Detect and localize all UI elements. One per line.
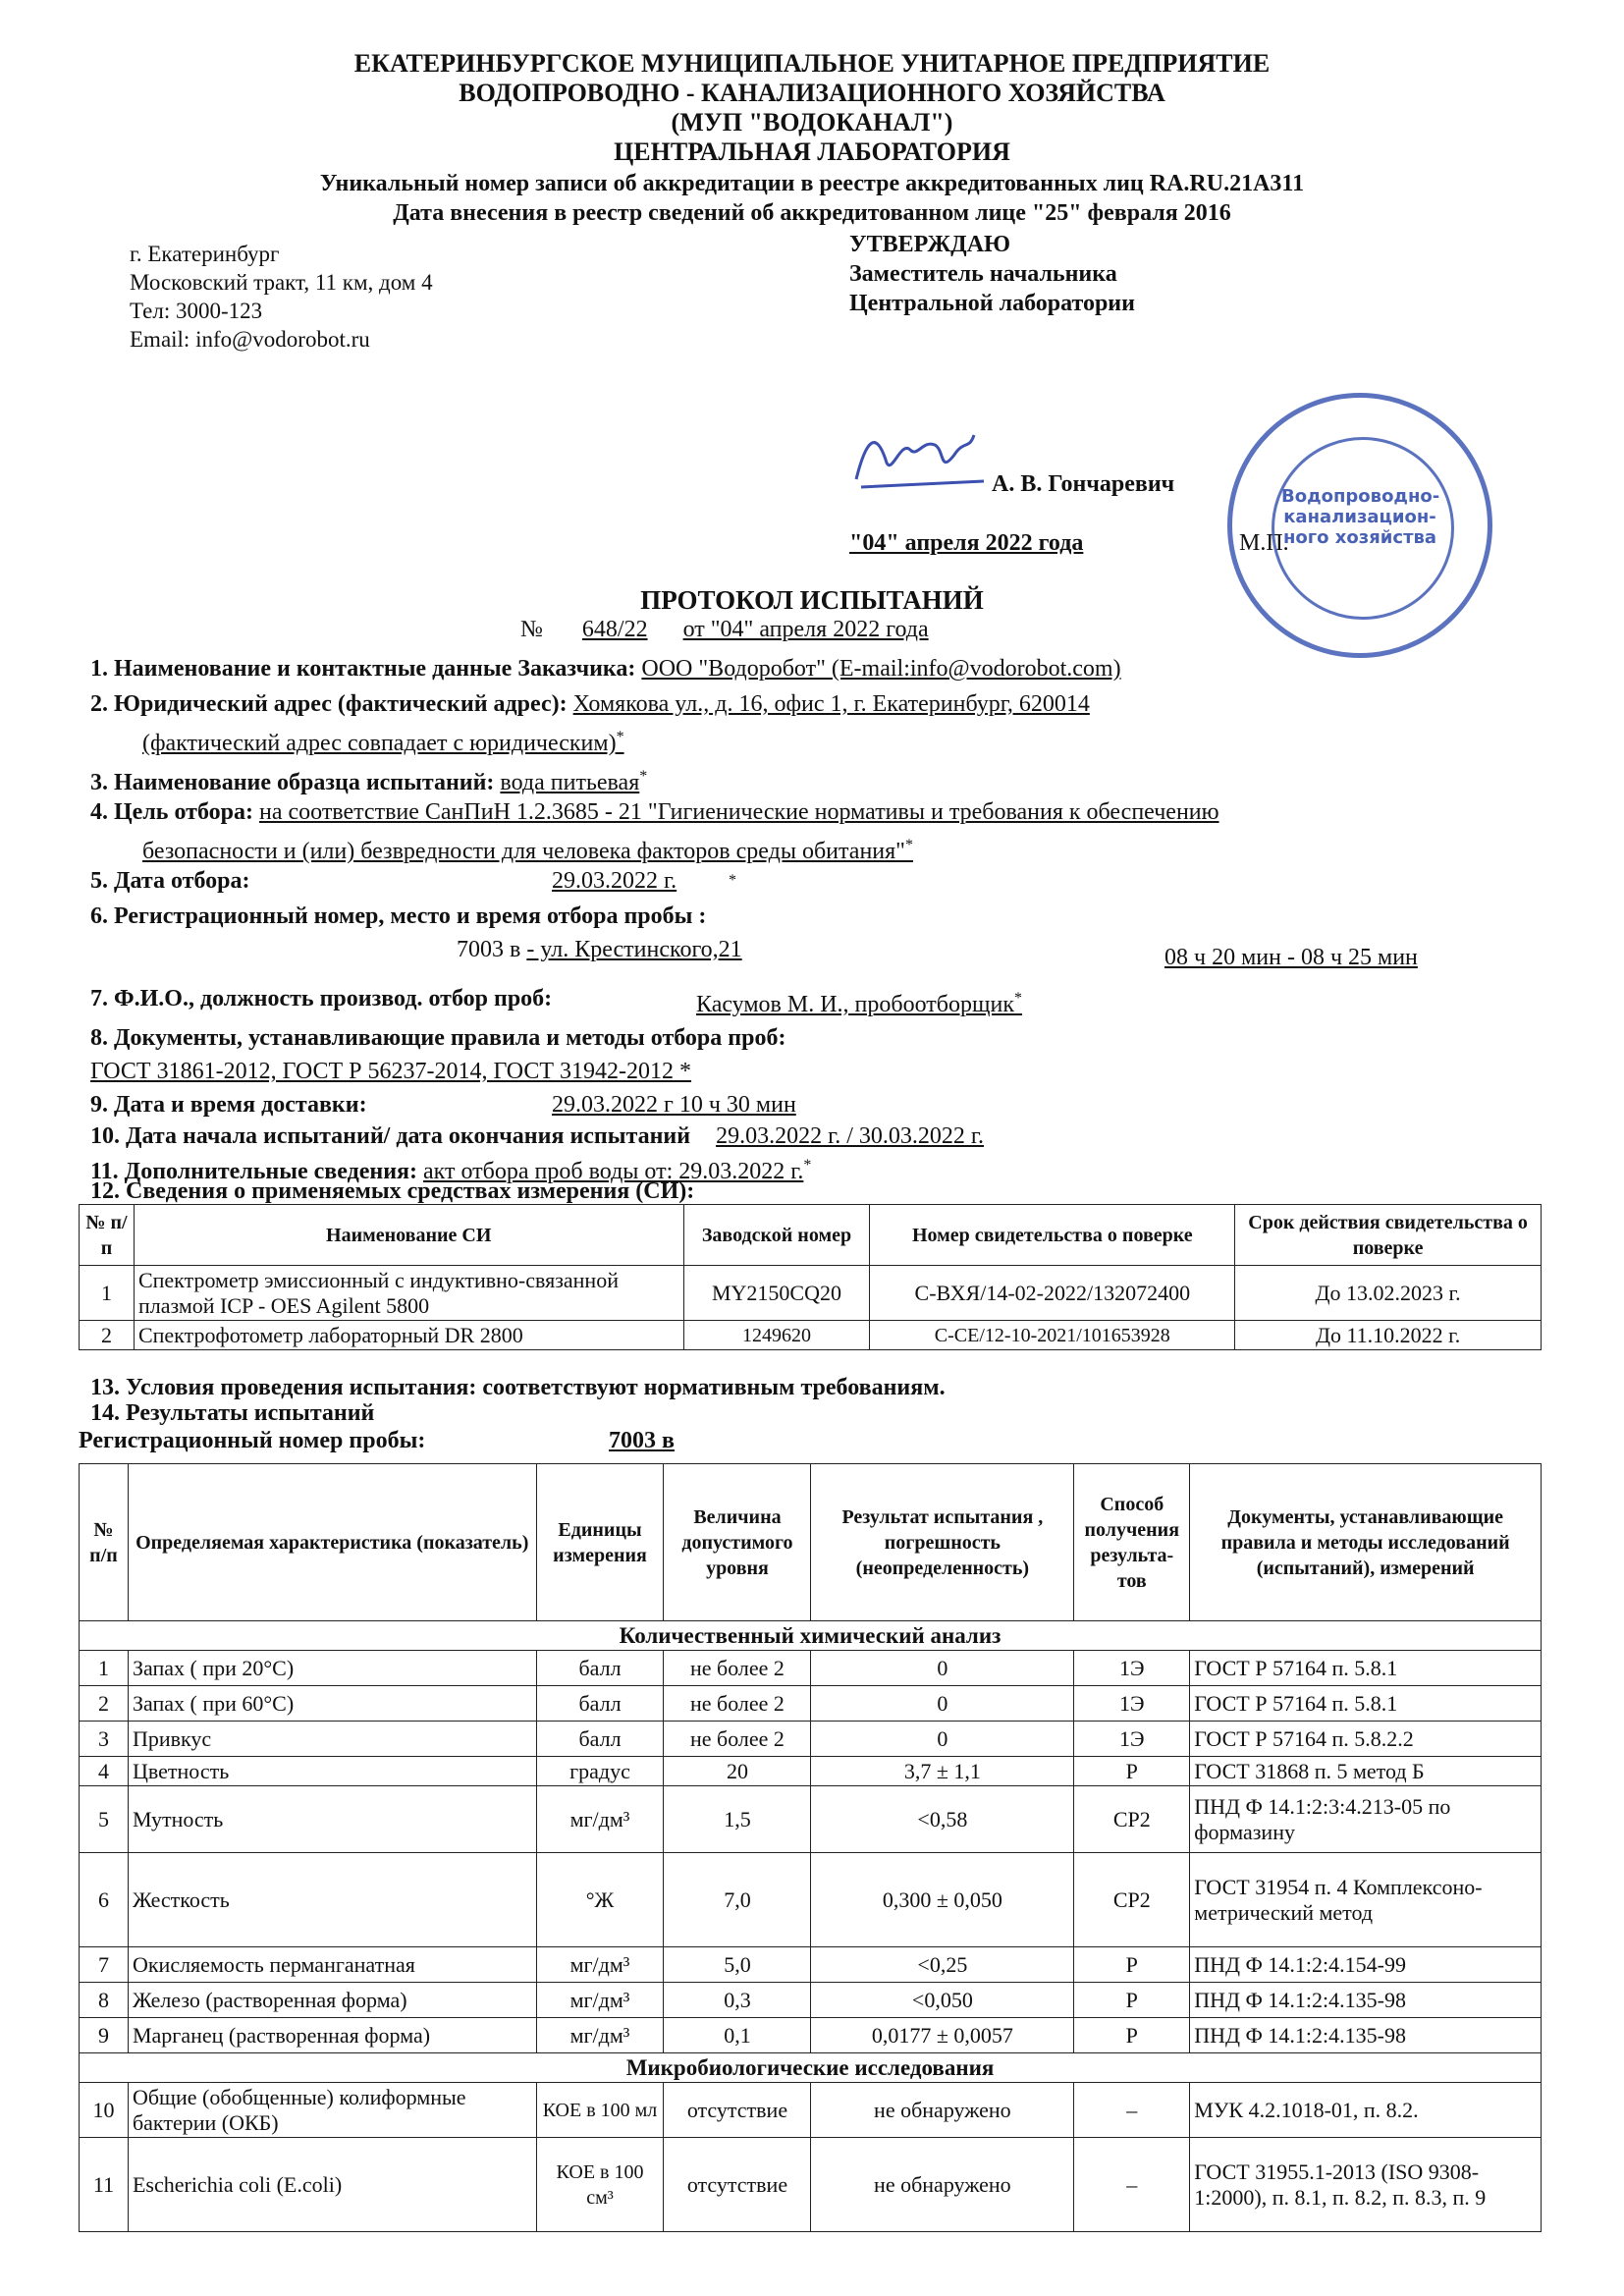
row-num: 4 <box>80 1757 129 1786</box>
item-2-note <box>142 723 624 758</box>
row-characteristic: Марганец (растворенная форма) <box>128 2018 536 2053</box>
address-street: Московский тракт, 11 км, дом 4 <box>130 270 433 295</box>
protocol-number <box>520 615 929 644</box>
table-row <box>80 1757 1542 1786</box>
item-6-number: 7003 в <box>457 937 521 962</box>
item-3-label: 3. Наименование образца испытаний: <box>90 770 495 795</box>
row-result: <0,050 <box>811 1983 1074 2018</box>
si-cell-valid: До 13.02.2023 г. <box>1235 1266 1542 1321</box>
protocol-number-label: № <box>520 617 543 642</box>
row-unit: мг/дм³ <box>536 2018 664 2053</box>
row-result: 0 <box>811 1651 1074 1686</box>
row-characteristic: Железо (растворенная форма) <box>128 1983 536 2018</box>
results-header-characteristic: Определяемая характеристика (показатель) <box>128 1464 536 1621</box>
asterisk: * <box>639 768 648 785</box>
row-unit: балл <box>536 1722 664 1757</box>
row-docs: ПНД Ф 14.1:2:4.154-99 <box>1190 1947 1542 1983</box>
item-4-value-1: на соответствие СанПиН 1.2.3685 - 21 "Гигиенические нормативы и требования к обеспечению <box>258 799 1219 825</box>
item-3 <box>90 762 647 797</box>
row-unit: градус <box>536 1757 664 1786</box>
address-city: г. Екатеринбург <box>130 242 280 266</box>
item-5-value: 29.03.2022 г. <box>552 868 677 894</box>
item-7 <box>90 984 1022 1017</box>
si-cell-num: 1 <box>80 1266 135 1321</box>
si-header-valid: Срок действия свидетельства о поверке <box>1235 1205 1542 1266</box>
address-email: Email: info@vodorobot.ru <box>130 327 370 352</box>
registration-label: Регистрационный номер пробы: <box>79 1428 426 1453</box>
chemical-rows <box>80 1651 1542 2053</box>
row-num: 10 <box>80 2083 129 2138</box>
results-table <box>79 1463 1542 2232</box>
protocol-date: от "04" апреля 2022 года <box>682 617 929 642</box>
row-unit: мг/дм³ <box>536 1786 664 1853</box>
item-4 <box>90 797 1219 827</box>
signature-icon <box>846 420 994 499</box>
si-cell-serial: MY2150CQ20 <box>683 1266 870 1321</box>
row-characteristic: Мутность <box>128 1786 536 1853</box>
item-7-label: 7. Ф.И.О., должность производ. отбор проб: <box>90 986 553 1011</box>
item-1-label: 1. Наименование и контактные данные Заказчика: <box>90 656 636 682</box>
results-header-result: Результат испытания , погрешность (неопределенность) <box>811 1464 1074 1621</box>
table-row <box>80 2083 1542 2138</box>
address-block <box>130 240 433 354</box>
section-micro: Микробиологические исследования <box>80 2053 1542 2083</box>
row-num: 1 <box>80 1651 129 1686</box>
row-unit: КОЕ в 100 см³ <box>536 2138 664 2232</box>
row-limit: не более 2 <box>664 1722 811 1757</box>
row-method: Р <box>1074 1947 1190 1983</box>
row-limit: отсутствие <box>664 2138 811 2232</box>
approval-block <box>849 230 1135 318</box>
si-cell-name: Спектрофотометр лабораторный DR 2800 <box>134 1321 683 1350</box>
item-6-place-value: - ул. Крестинского,21 <box>526 937 742 962</box>
item-10-label: 10. Дата начала испытаний/ дата окончания испытаний <box>90 1123 691 1149</box>
row-characteristic: Запах ( при 60°С) <box>128 1686 536 1722</box>
instruments-header-row <box>80 1205 1542 1266</box>
item-11-label: 11. Дополнительные сведения: <box>90 1159 418 1184</box>
item-10-value: 29.03.2022 г. / 30.03.2022 г. <box>716 1123 985 1149</box>
item-6-place <box>457 935 742 964</box>
section-row-chemical <box>80 1621 1542 1651</box>
registration-number <box>79 1426 675 1455</box>
protocol-number-value: 648/22 <box>581 617 648 642</box>
org-name-line3: (МУП "ВОДОКАНАЛ") <box>671 108 953 137</box>
org-name-line1: ЕКАТЕРИНБУРГСКОЕ МУНИЦИПАЛЬНОЕ УНИТАРНОЕ ПРЕДПРИЯТИЕ <box>353 49 1271 78</box>
row-docs: МУК 4.2.1018-01, п. 8.2. <box>1190 2083 1542 2138</box>
row-result: <0,58 <box>811 1786 1074 1853</box>
item-9-value: 29.03.2022 г 10 ч 30 мин <box>552 1092 796 1118</box>
row-characteristic: Запах ( при 20°С) <box>128 1651 536 1686</box>
row-result: 0,300 ± 0,050 <box>811 1853 1074 1947</box>
row-docs: ПНД Ф 14.1:2:3:4.213-05 по формазину <box>1190 1786 1542 1853</box>
row-num: 8 <box>80 1983 129 2018</box>
asterisk: * <box>616 729 624 745</box>
row-limit: отсутствие <box>664 2083 811 2138</box>
row-docs: ПНД Ф 14.1:2:4.135-98 <box>1190 2018 1542 2053</box>
asterisk: * <box>729 872 736 889</box>
row-characteristic: Окисляемость перманганатная <box>128 1947 536 1983</box>
item-6-label: 6. Регистрационный номер, место и время отбора пробы : <box>90 903 707 929</box>
row-unit: мг/дм³ <box>536 1947 664 1983</box>
row-num: 5 <box>80 1786 129 1853</box>
si-cell-serial: 1249620 <box>683 1321 870 1350</box>
address-phone: Тел: 3000-123 <box>130 299 263 323</box>
row-result: не обнаружено <box>811 2138 1074 2232</box>
accreditation-date: Дата внесения в реестр сведений об аккредитованном лице "25" февраля 2016 <box>393 200 1231 226</box>
row-limit: 7,0 <box>664 1853 811 1947</box>
row-result: 0 <box>811 1686 1074 1722</box>
item-2 <box>90 689 1090 719</box>
row-result: <0,25 <box>811 1947 1074 1983</box>
table-row <box>80 2138 1542 2232</box>
table-row <box>80 1686 1542 1722</box>
si-header-num: № п/п <box>80 1205 135 1266</box>
lab-name: ЦЕНТРАЛЬНАЯ ЛАБОРАТОРИЯ <box>614 137 1010 166</box>
row-method: – <box>1074 2083 1190 2138</box>
si-cell-cert: С-ВХЯ/14-02-2022/132072400 <box>870 1266 1235 1321</box>
row-method: Р <box>1074 1757 1190 1786</box>
row-characteristic: Привкус <box>128 1722 536 1757</box>
row-num: 6 <box>80 1853 129 1947</box>
item-4-label: 4. Цель отбора: <box>90 799 253 825</box>
table-row <box>80 2018 1542 2053</box>
row-unit: балл <box>536 1651 664 1686</box>
protocol-title: ПРОТОКОЛ ИСПЫТАНИЙ <box>640 585 984 615</box>
si-header-serial: Заводской номер <box>683 1205 870 1266</box>
row-num: 7 <box>80 1947 129 1983</box>
results-header-limit: Величина допустимого уровня <box>664 1464 811 1621</box>
row-docs: ПНД Ф 14.1:2:4.135-98 <box>1190 1983 1542 2018</box>
table-row <box>80 1722 1542 1757</box>
row-num: 3 <box>80 1722 129 1757</box>
row-method: СР2 <box>1074 1786 1190 1853</box>
item-4-value-2: безопасности и (или) безвредности для человека факторов среды обитания" <box>142 839 905 864</box>
results-header-unit: Единицы измерения <box>536 1464 664 1621</box>
results-header-row <box>80 1464 1542 1621</box>
approval-date: "04" апреля 2022 года <box>849 530 1084 556</box>
row-limit: 5,0 <box>664 1947 811 1983</box>
row-docs: ГОСТ 31868 п. 5 метод Б <box>1190 1757 1542 1786</box>
row-result: 3,7 ± 1,1 <box>811 1757 1074 1786</box>
item-1 <box>90 654 1121 683</box>
approval-position-2: Центральной лаборатории <box>849 291 1135 316</box>
approval-name: А. В. Гончаревич <box>992 471 1175 497</box>
item-9-label: 9. Дата и время доставки: <box>90 1092 367 1118</box>
row-result: 0,0177 ± 0,0057 <box>811 2018 1074 2053</box>
item-7-value-wrap <box>696 984 1022 1019</box>
approval-position-1: Заместитель начальника <box>849 261 1117 287</box>
item-10 <box>90 1121 984 1151</box>
row-result: 0 <box>811 1722 1074 1757</box>
row-num: 2 <box>80 1686 129 1722</box>
item-9 <box>90 1090 796 1120</box>
item-2-value: Хомякова ул., д. 16, офис 1, г. Екатеринбург, 620014 <box>572 691 1090 717</box>
item-1-value: ООО "Водоробот" (E-mail:info@vodorobot.com) <box>641 656 1121 682</box>
row-characteristic: Escherichia coli (E.coli) <box>128 2138 536 2232</box>
row-limit: не более 2 <box>664 1651 811 1686</box>
table-row <box>80 1321 1542 1350</box>
row-num: 9 <box>80 2018 129 2053</box>
asterisk: * <box>803 1157 812 1174</box>
item-8-value: ГОСТ 31861-2012, ГОСТ Р 56237-2014, ГОСТ 31942-2012 * <box>90 1059 692 1084</box>
si-header-name: Наименование СИ <box>134 1205 683 1266</box>
asterisk: * <box>1013 990 1022 1007</box>
row-docs: ГОСТ 31955.1-2013 (ISO 9308-1:2000), п. 8.1, п. 8.2, п. 8.3, п. 9 <box>1190 2138 1542 2232</box>
approval-title: УТВЕРЖДАЮ <box>849 232 1011 257</box>
row-unit: °Ж <box>536 1853 664 1947</box>
row-method: 1Э <box>1074 1686 1190 1722</box>
row-limit: 1,5 <box>664 1786 811 1853</box>
table-row <box>80 1651 1542 1686</box>
row-characteristic: Общие (обобщенные) колиформные бактерии (ОКБ) <box>128 2083 536 2138</box>
stamp-mp: М.П. <box>1239 530 1289 556</box>
results-header-docs: Документы, устанавливающие правила и методы исследований (испытаний), измерений <box>1190 1464 1542 1621</box>
item-7-value: Касумов М. И., пробоотборщик <box>696 992 1014 1017</box>
item-11-value: акт отбора проб воды от: 29.03.2022 г. <box>423 1159 804 1184</box>
results-header-method: Способ получения результа-тов <box>1074 1464 1190 1621</box>
row-method: – <box>1074 2138 1190 2232</box>
item-8-label: 8. Документы, устанавливающие правила и методы отбора проб: <box>90 1025 786 1051</box>
row-unit: КОЕ в 100 мл <box>536 2083 664 2138</box>
row-docs: ГОСТ Р 57164 п. 5.8.2.2 <box>1190 1722 1542 1757</box>
row-unit: балл <box>536 1686 664 1722</box>
stamp-seal <box>1227 393 1492 658</box>
row-method: Р <box>1074 2018 1190 2053</box>
si-cell-name: Спектрометр эмиссионный с индуктивно-связанной плазмой ICP - OES Agilent 5800 <box>134 1266 683 1321</box>
registration-value: 7003 в <box>609 1428 675 1453</box>
row-characteristic: Жесткость <box>128 1853 536 1947</box>
row-docs: ГОСТ Р 57164 п. 5.8.1 <box>1190 1686 1542 1722</box>
si-header-cert: Номер свидетельства о поверке <box>870 1205 1235 1266</box>
row-method: 1Э <box>1074 1651 1190 1686</box>
si-cell-num: 2 <box>80 1321 135 1350</box>
row-limit: 20 <box>664 1757 811 1786</box>
instruments-table <box>79 1204 1542 1350</box>
item-2-label: 2. Юридический адрес (фактический адрес): <box>90 691 568 717</box>
si-cell-cert: С-СЕ/12-10-2021/101653928 <box>870 1321 1235 1350</box>
row-docs: ГОСТ Р 57164 п. 5.8.1 <box>1190 1651 1542 1686</box>
table-row <box>80 1983 1542 2018</box>
row-unit: мг/дм³ <box>536 1983 664 2018</box>
item-5-label: 5. Дата отбора: <box>90 868 250 894</box>
table-row <box>80 1266 1542 1321</box>
row-limit: 0,3 <box>664 1983 811 2018</box>
results-header-num: № п/п <box>80 1464 129 1621</box>
row-limit: не более 2 <box>664 1686 811 1722</box>
item-14: 14. Результаты испытаний <box>90 1400 375 1426</box>
row-method: СР2 <box>1074 1853 1190 1947</box>
asterisk: * <box>904 837 913 853</box>
org-name-line2: ВОДОПРОВОДНО - КАНАЛИЗАЦИОННОГО ХОЗЯЙСТВА <box>459 79 1165 107</box>
stamp-center-text: Водопроводно-канализацион-ного хозяйства <box>1281 486 1440 548</box>
item-3-value: вода питьевая <box>500 770 640 795</box>
item-4-cont <box>142 831 913 866</box>
table-row <box>80 1853 1542 1947</box>
item-2-note-text: (фактический адрес совпадает с юридическим) <box>142 731 617 756</box>
row-method: Р <box>1074 1983 1190 2018</box>
item-12-label: 12. Сведения о применяемых средствах измерения (СИ): <box>90 1178 695 1204</box>
micro-rows <box>80 2083 1542 2232</box>
row-docs: ГОСТ 31954 п. 4 Комплексоно-метрический метод <box>1190 1853 1542 1947</box>
item-13: 13. Условия проведения испытания: соответствуют нормативным требованиям. <box>90 1375 946 1400</box>
item-6-time: 08 ч 20 мин - 08 ч 25 мин <box>1164 945 1418 970</box>
si-cell-valid: До 11.10.2022 г. <box>1235 1321 1542 1350</box>
row-result: не обнаружено <box>811 2083 1074 2138</box>
accreditation-number: Уникальный номер записи об аккредитации в реестре аккредитованных лиц RA.RU.21А311 <box>319 171 1305 196</box>
section-chemical: Количественный химический анализ <box>80 1621 1542 1651</box>
row-characteristic: Цветность <box>128 1757 536 1786</box>
row-method: 1Э <box>1074 1722 1190 1757</box>
row-num: 11 <box>80 2138 129 2232</box>
table-row <box>80 1786 1542 1853</box>
row-limit: 0,1 <box>664 2018 811 2053</box>
section-row-micro <box>80 2053 1542 2083</box>
table-row <box>80 1947 1542 1983</box>
item-5 <box>90 866 736 896</box>
